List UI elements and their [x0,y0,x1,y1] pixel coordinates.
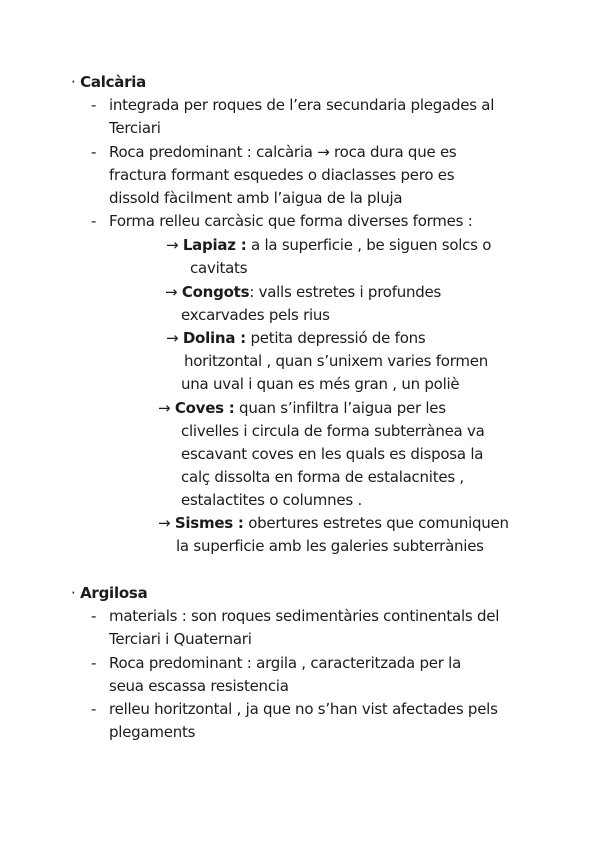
list-dash: - [91,212,97,230]
definition: petita depressió de fons [245,329,426,347]
arrow-icon: → [158,514,171,532]
subitem-coves [158,397,446,420]
arrow-icon: → [166,236,179,254]
definition: : valls estretes i profundes [249,283,442,301]
bullet: · [71,73,76,91]
subitem-line: horitzontal , quan s’unixem varies formen [184,352,488,370]
item-line: dissold fàcilment amb l’aigua de la pluja [109,189,403,207]
item-line: materials : son roques sedimentàries continentals del [109,607,500,625]
item-line: relleu horitzontal , ja que no s’han vist afectades pels [109,700,498,718]
term: Sismes : [174,514,244,532]
heading-text: Argilosa [80,584,148,602]
item-line: plegaments [109,723,196,741]
subitem-congots [165,281,441,304]
term: Lapiaz : [182,236,247,254]
item-line: Roca predominant : calcària → roca dura que es [109,143,457,161]
list-dash: - [91,143,97,161]
arrow-icon: → [165,283,178,301]
bullet: · [71,584,76,602]
section-heading-argilosa [71,582,147,605]
subitem-line: calç dissolta en forma de estalacnites , [181,468,464,486]
item-line: Forma relleu carcàsic que forma diverses formes : [109,212,473,230]
term: Congots [181,283,250,301]
definition: a la superficie , be siguen solcs o [246,236,492,254]
item-line: integrada per roques de l’era secundaria plegades al [109,96,495,114]
subitem-dolina [166,327,425,350]
heading-text: Calcària [80,73,147,91]
item-line: Roca predominant : argila , caracteritzada per la [109,654,462,672]
subitem-line: cavitats [190,259,248,277]
definition: quan s’infiltra l’aigua per les [234,399,446,417]
item-line: Terciari [109,119,161,137]
subitem-sismes [158,512,509,535]
term: Coves : [174,399,235,417]
list-dash: - [91,96,97,114]
arrow-icon: → [158,399,171,417]
section-heading-calcaria [71,71,146,94]
arrow-icon: → [166,329,179,347]
subitem-line: la superficie amb les galeries subterrànies [176,537,484,555]
list-dash: - [91,654,97,672]
list-dash: - [91,607,97,625]
list-dash: - [91,700,97,718]
subitem-line: estalactites o columnes . [181,491,362,509]
definition: obertures estretes que comuniquen [243,514,509,532]
subitem-line: escavant coves en les quals es disposa la [181,445,484,463]
item-line: Terciari i Quaternari [109,630,252,648]
item-line: fractura formant esquedes o diaclasses pero es [109,166,455,184]
subitem-lapiaz [166,234,491,257]
item-line: seua escassa resistencia [109,677,289,695]
subitem-line: excarvades pels rius [181,306,330,324]
subitem-line: una uval i quan es més gran , un poliè [181,375,460,393]
term: Dolina : [182,329,246,347]
subitem-line: clivelles i circula de forma subterrànea va [181,422,485,440]
